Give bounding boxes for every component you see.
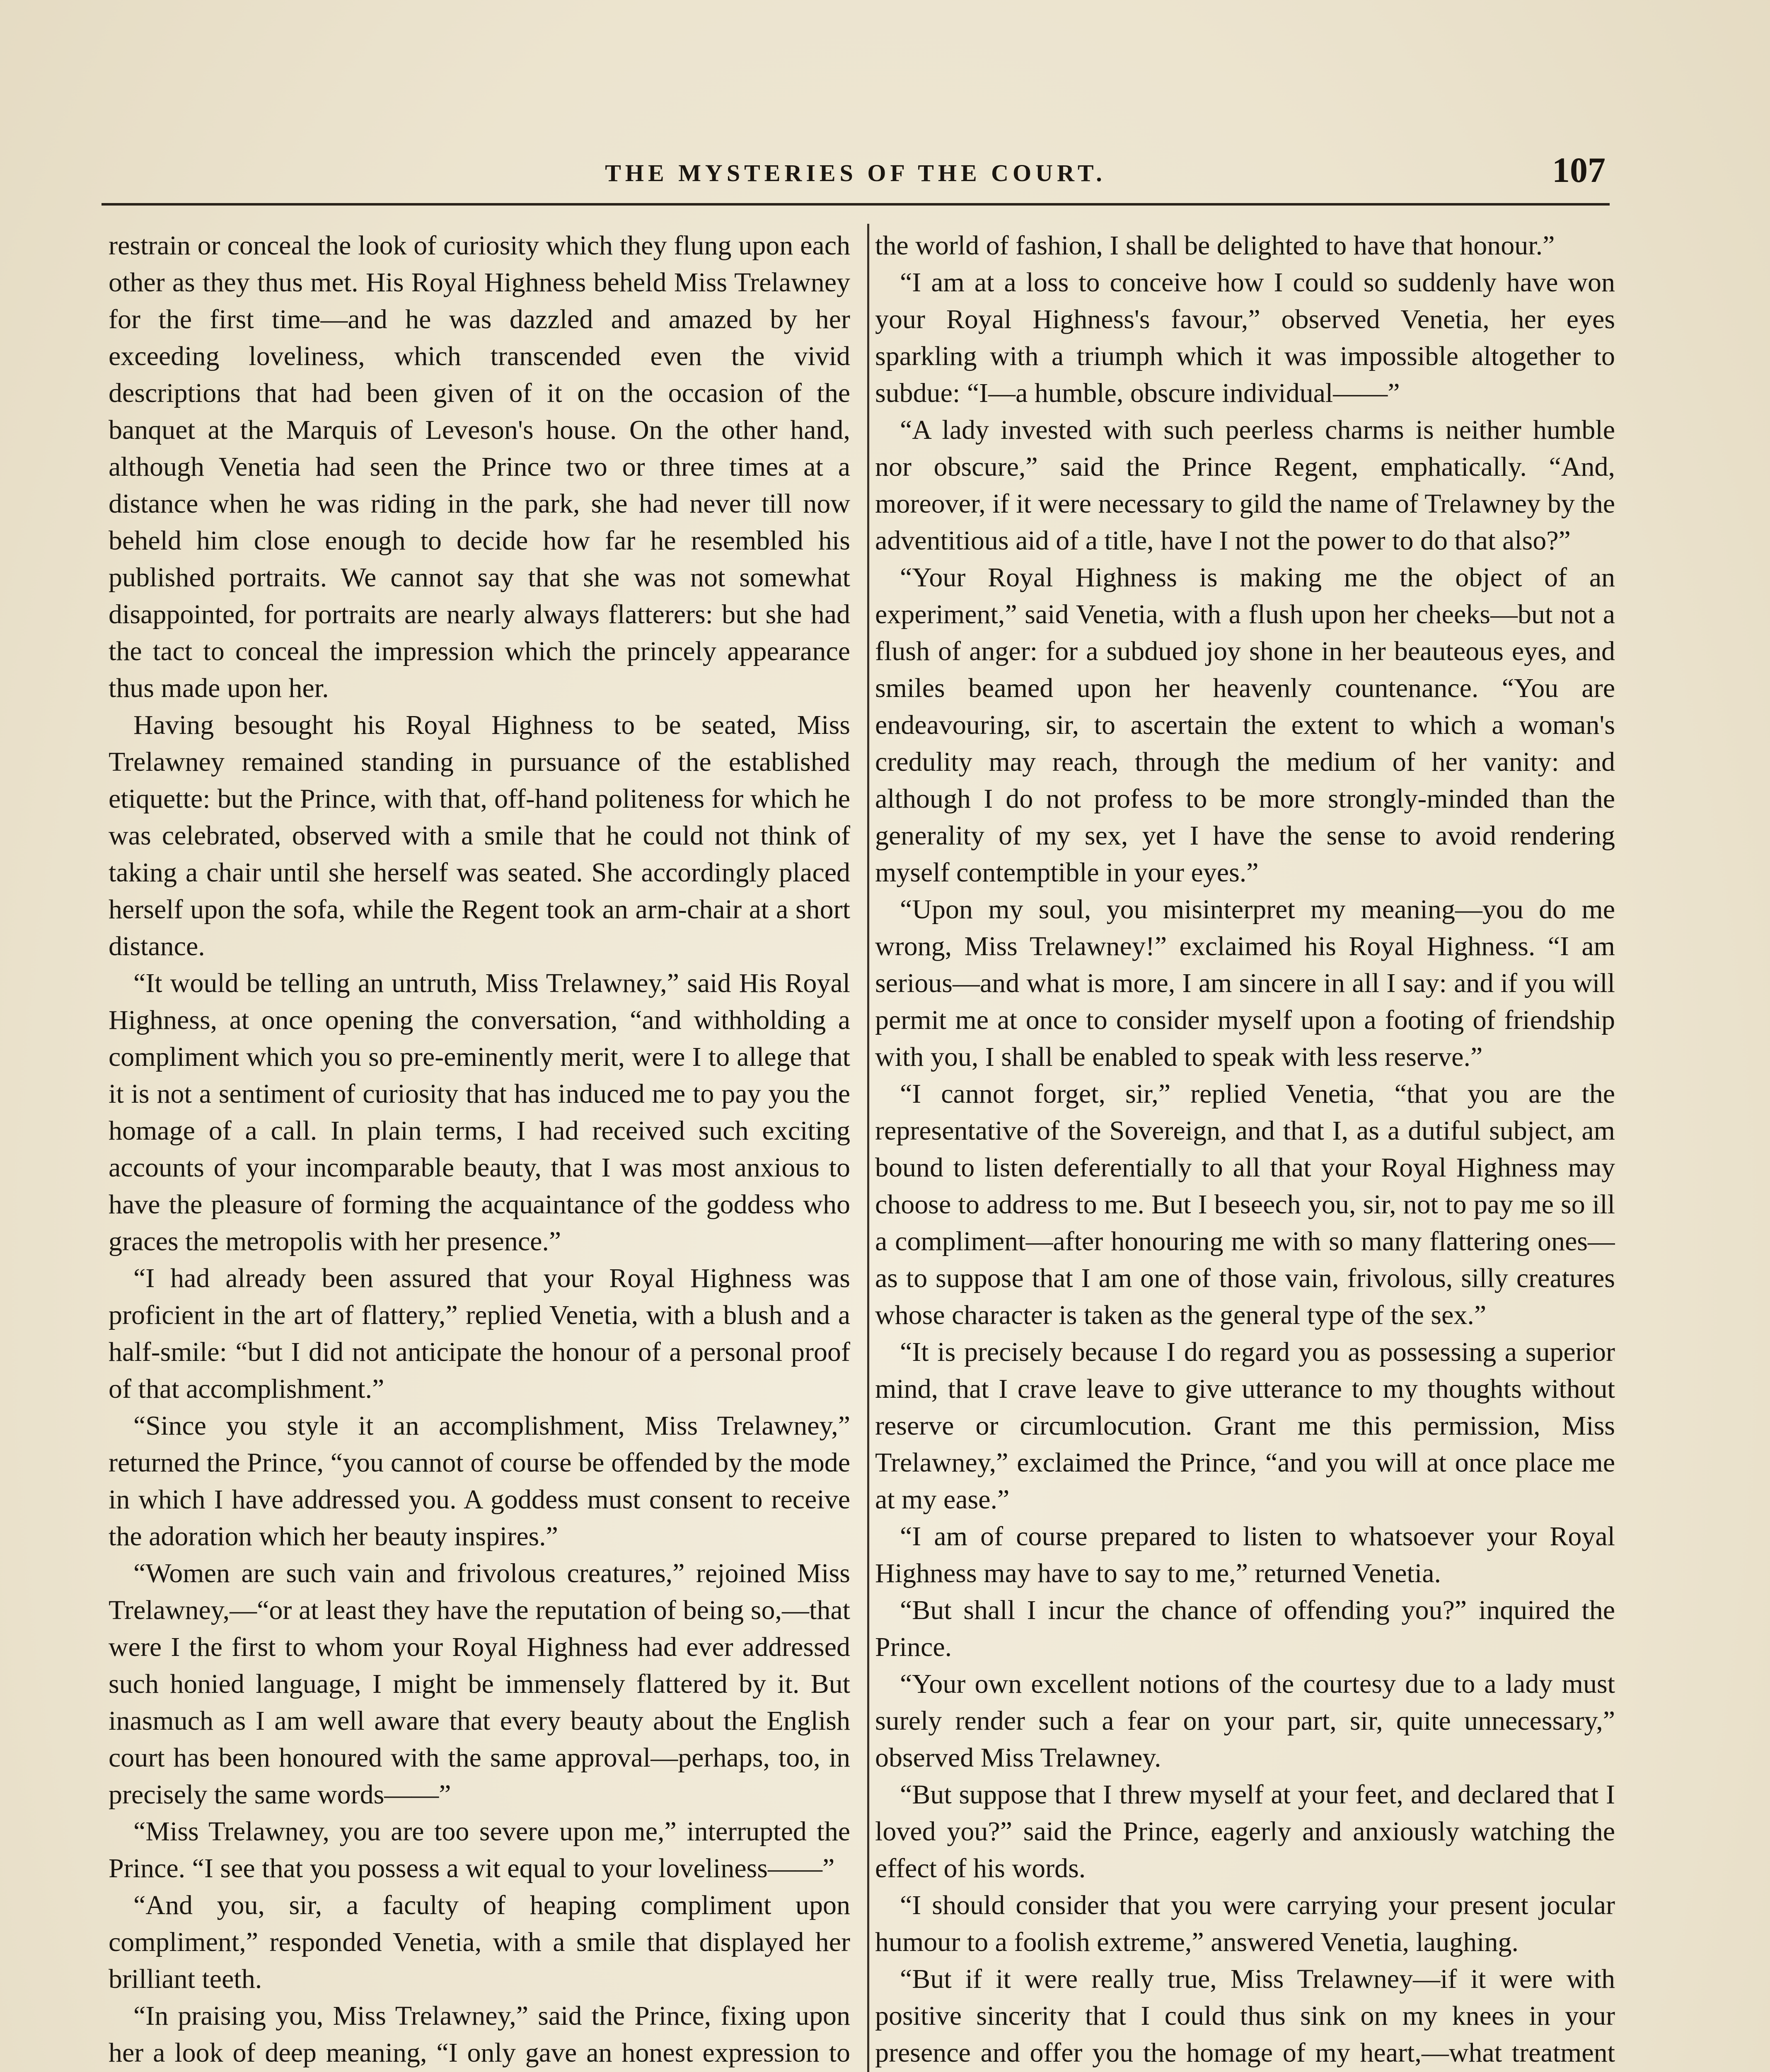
page-number: 107 — [1552, 150, 1606, 190]
paragraph: “Upon my soul, you misinterpret my meaning—you do me wrong, Miss Trelawney!” exclaimed his Royal Highness. “I am serious—and what is more, I am sincere in all I say: and if you will permit me at once to consider myself upon a footing of friendship with you, I shall be enabled to speak with less reserve.” — [875, 894, 1615, 1072]
paragraph: “Your own excellent notions of the courtesy due to a lady must surely render such a fear on your part, sir, quite unnecessary,” observed Miss Trelawney. — [875, 1669, 1615, 1773]
right-column — [875, 227, 1615, 2072]
paragraph: “But shall I incur the chance of offending you?” inquired the Prince. — [875, 1595, 1615, 1662]
paragraph: “But suppose that I threw myself at your feet, and declared that I loved you?” said the Prince, eagerly and anxiously watching the effect of his words. — [875, 1779, 1615, 1883]
paragraph: “I am at a loss to conceive how I could so suddenly have won your Royal Highness's favour,” observed Venetia, her eyes sparkling with a triumph which it was impossible altogether to subdue: “I—a humble, obscure individual——” — [875, 267, 1615, 408]
paragraph: “I cannot forget, sir,” replied Venetia, “that you are the representative of the Sovereign, and that I, as a dutiful subject, am bound to listen deferentially to all that your Royal Highness may choose to address to me. But I beseech you, sir, not to pay me so ill a compliment—after honouring me with so many flattering ones—as to suppose that I am one of those vain, frivolous, silly creatures whose character is taken as the general type of the sex.” — [875, 1079, 1615, 1330]
column-divider — [867, 224, 869, 2072]
paragraph: “Your Royal Highness is making me the object of an experiment,” said Venetia, with a flush upon her cheeks—but not a flush of anger: for a subdued joy shone in her beauteous eyes, and smiles beamed upon her heavenly countenance. “You are endeavouring, sir, to ascertain the extent to which a woman's credulity may reach, through the medium of her vanity: and although I do not profess to be more strongly-minded than the generality of my sex, yet I have the sense to avoid rendering myself contemptible in your eyes.” — [875, 562, 1615, 888]
paragraph: “A lady invested with such peerless charms is neither humble nor obscure,” said the Prince Regent, emphatically. “And, moreover, if it were necessary to gild the name of Trelawney by the adventitious aid of a title, have I not the power to do that also?” — [875, 415, 1615, 556]
paragraph: “I should consider that you were carrying your present jocular humour to a foolish extreme,” answered Venetia, laughing. — [875, 1890, 1615, 1957]
paragraph: “And you, sir, a faculty of heaping compliment upon compliment,” responded Venetia, with a smile that displayed her brilliant teeth. — [109, 1890, 850, 1994]
paragraph: restrain or conceal the look of curiosity which they flung upon each other as they thus met. His Royal Highness beheld Miss Trelawney for the first time—and he was dazzled and amazed by her exceeding loveliness, which transcended even the vivid descriptions that had been given of it on the occasion of the banquet at the Marquis of Leveson's house. On the other hand, although Venetia had seen the Prince two or three times at a distance when he was riding in the park, she had never till now beheld him close enough to decide how far he resembled his published portraits. We cannot say that she was not somewhat disappointed, for portraits are nearly always flatterers: but she had the tact to conceal the impression which the princely appearance thus made upon her. — [109, 230, 850, 703]
paragraph: the world of fashion, I shall be delighted to have that honour.” — [875, 230, 1555, 261]
left-column — [109, 227, 850, 2072]
running-title: THE MYSTERIES OF THE COURT. — [605, 160, 1106, 186]
paragraph: “It is precisely because I do regard you as possessing a superior mind, that I crave leave to give utterance to my thoughts without reserve or circumlocution. Grant me this permission, Miss Trelawney,” exclaimed the Prince, “and you will at once place me at my ease.” — [875, 1337, 1615, 1515]
paragraph: “But if it were really true, Miss Trelawney—if it were with positive sincerity that I could thus sink on my knees in your presence and offer you the homage of my heart,—what treatment — [875, 1964, 1615, 2068]
header-rule — [102, 203, 1610, 206]
paragraph: “I had already been assured that your Royal Highness was proficient in the art of flattery,” replied Venetia, with a blush and a half-smile: “but I did not anticipate the honour of a personal proof of that accomplishment.” — [109, 1263, 850, 1404]
paragraph: “Miss Trelawney, you are too severe upon me,” interrupted the Prince. “I see that you possess a wit equal to your loveliness——” — [109, 1816, 850, 1883]
paragraph: “Since you style it an accomplishment, Miss Trelawney,” returned the Prince, “you cannot of course be offended by the mode in which I have addressed you. A goddess must consent to receive the adoration which her beauty inspires.” — [109, 1411, 850, 1552]
paragraph: “Women are such vain and frivolous creatures,” rejoined Miss Trelawney,—“or at least they have the reputation of being so,—that were I the first to whom your Royal Highness had ever addressed such honied language, I might be immensely flattered by it. But inasmuch as I am well aware that every beauty about the English court has been honoured with the same approval—perhaps, too, in precisely the same words——” — [109, 1558, 850, 1810]
paragraph: “In praising you, Miss Trelawney,” said the Prince, fixing upon her a look of deep meaning, “I only gave an honest expression to — [109, 2001, 850, 2068]
paragraph: “It would be telling an untruth, Miss Trelawney,” said His Royal Highness, at once opening the conversation, “and withholding a compliment which you so pre-eminently merit, were I to allege that it is not a sentiment of curiosity that has induced me to pay you the homage of a call. In plain terms, I had received such exciting accounts of your incomparable beauty, that I was most anxious to have the pleasure of forming the acquaintance of the goddess who graces the metropolis with her presence.” — [109, 968, 850, 1256]
paragraph: “I am of course prepared to listen to whatsoever your Royal Highness may have to say to me,” returned Venetia. — [875, 1521, 1615, 1588]
paragraph: Having besought his Royal Highness to be seated, Miss Trelawney remained standing in pursuance of the established etiquette: but the Prince, with that, off-hand politeness for which he was celebrated, observed with a smile that he could not think of taking a chair until she herself was seated. She accordingly placed herself upon the sofa, while the Regent took an arm-chair at a short distance. — [109, 710, 850, 961]
running-header — [102, 149, 1610, 195]
